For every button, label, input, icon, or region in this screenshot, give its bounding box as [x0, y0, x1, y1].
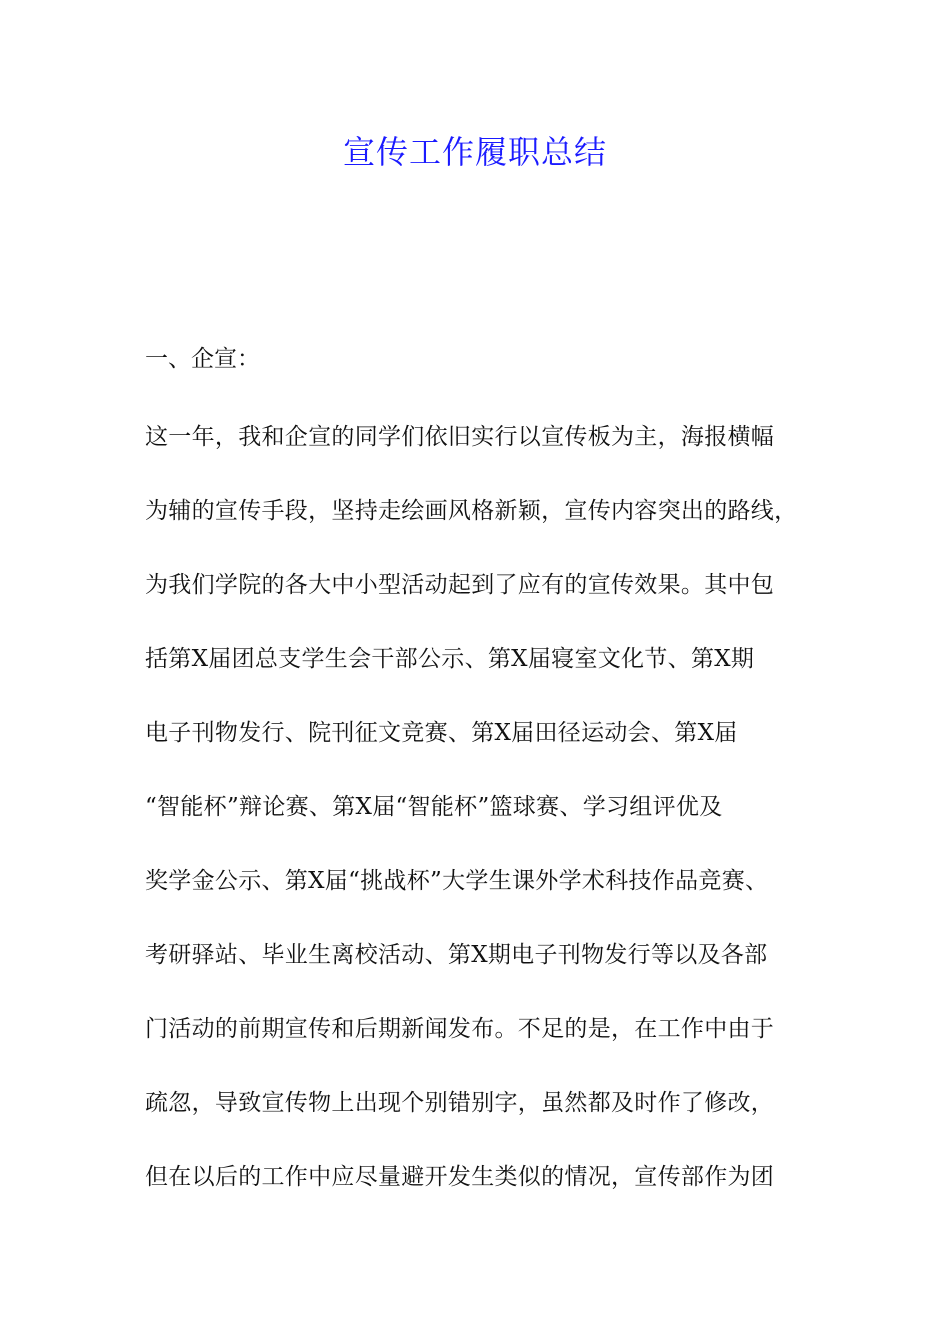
- paragraph-line: 为我们学院的各大中小型活动起到了应有的宣传效果。其中包: [145, 572, 775, 598]
- paragraph-line: 疏忽，导致宣传物上出现个别错别字，虽然都及时作了修改，: [145, 1090, 775, 1116]
- paragraph-line: 但在以后的工作中应尽量避开发生类似的情况，宣传部作为团: [145, 1164, 775, 1190]
- paragraph-line: 这一年，我和企宣的同学们依旧实行以宣传板为主，海报横幅: [145, 424, 775, 450]
- document-title: 宣传工作履职总结: [342, 133, 607, 171]
- paragraph-line: 括第X届团总支学生会干部公示、第X届寝室文化节、第X期: [145, 646, 755, 672]
- body-paragraph: [145, 414, 835, 1228]
- paragraph-line: 门活动的前期宣传和后期新闻发布。不足的是，在工作中由于: [145, 1016, 775, 1042]
- paragraph-line: 奖学金公示、第X届“挑战杯”大学生课外学术科技作品竞赛、: [145, 868, 769, 894]
- paragraph-line: 电子刊物发行、院刊征文竞赛、第X届田径运动会、第X届: [145, 720, 738, 746]
- section-heading: 一、企宣：: [145, 346, 260, 372]
- paragraph-line: 为辅的宣传手段，坚持走绘画风格新颖，宣传内容突出的路线，: [145, 498, 798, 524]
- paragraph-line: 考研驿站、毕业生离校活动、第X期电子刊物发行等以及各部: [145, 942, 768, 968]
- paragraph-line: “智能杯”辩论赛、第X届“智能杯”篮球赛、学习组评优及: [145, 794, 723, 820]
